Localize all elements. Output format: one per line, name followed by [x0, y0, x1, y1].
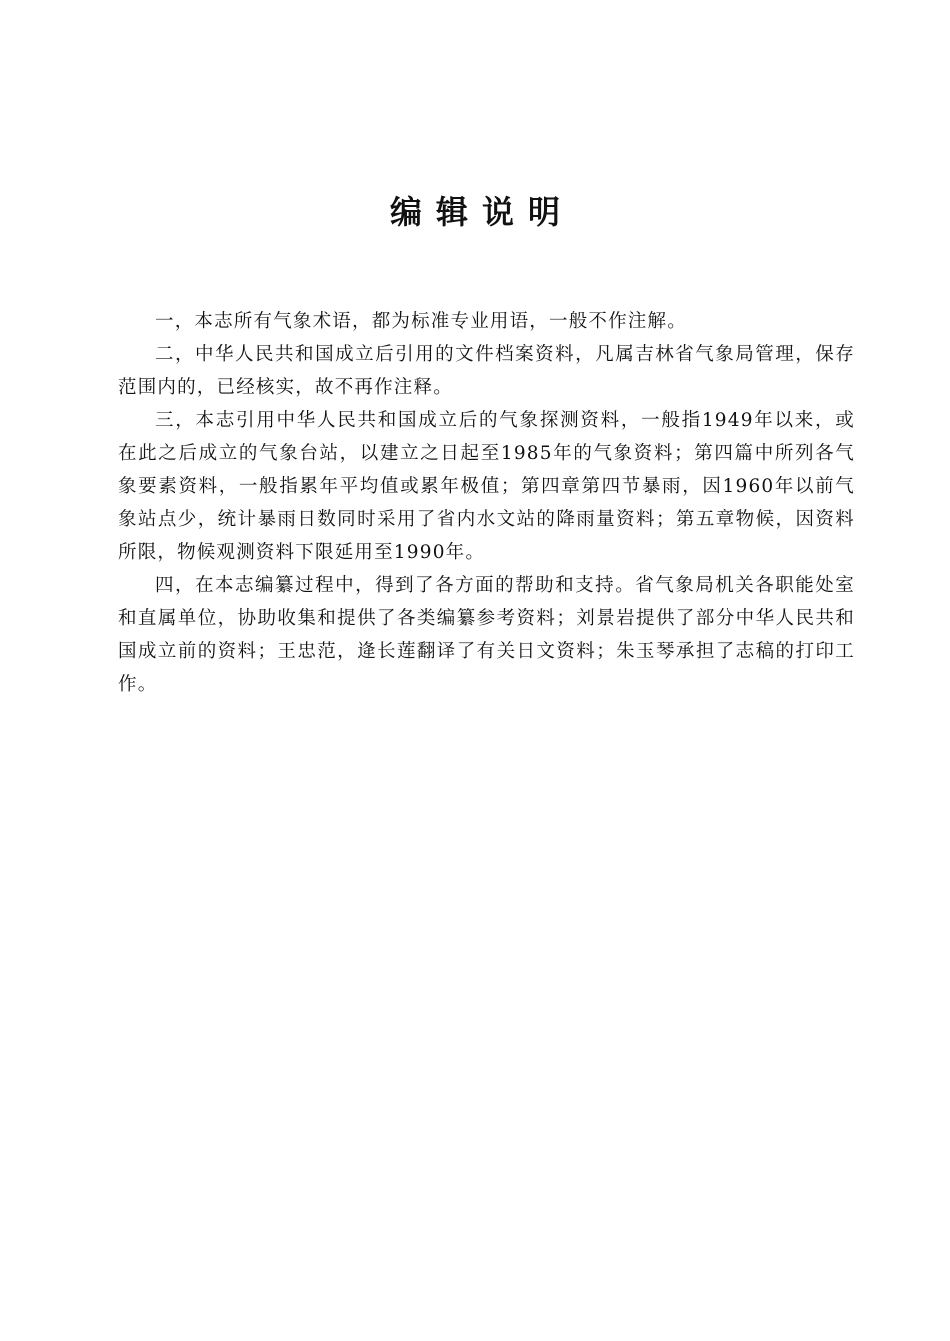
- note-paragraph-3: 三，本志引用中华人民共和国成立后的气象探测资料，一般指1949年以来，或在此之后成立的气象台站，以建立之日起至1985年的气象资料；第四篇中所列各气象要素资料，一般指累年平均值或累年极值；第四章第四节暴雨，因1960年以前气象站点少，统计暴雨日数同时采用了省内水文站的降雨量资料；第五章物候，因资料所限，物候观测资料下限延用至1990年。: [118, 410, 855, 563]
- note-paragraph-1: 一，本志所有气象术语，都为标准专业用语，一般不作注解。: [155, 311, 687, 332]
- note-paragraph-2: 二，中华人民共和国成立后引用的文件档案资料，凡属吉林省气象局管理，保存范围内的，已经核实，故不再作注释。: [118, 344, 855, 398]
- editorial-notes: [118, 305, 855, 701]
- note-paragraph-4: 四，在本志编纂过程中，得到了各方面的帮助和支持。省气象局机关各职能处室和直属单位，协助收集和提供了各类编纂参考资料；刘景岩提供了部分中华人民共和国成立前的资料；王忠范，逄长莲翻译了有关日文资料；朱玉琴承担了志稿的打印工作。: [118, 575, 855, 695]
- page-title: 编辑说明: [389, 193, 574, 231]
